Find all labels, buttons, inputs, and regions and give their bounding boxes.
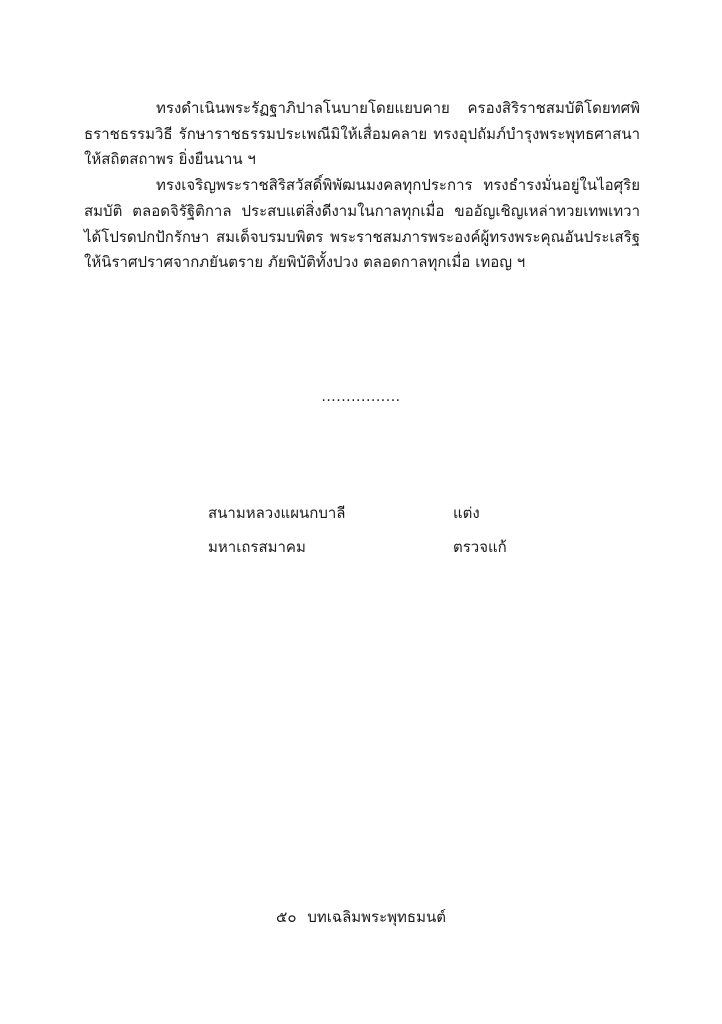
credit-row — [208, 530, 568, 564]
paragraph: ทรงเจริญพระราชสิริสวัสดิ์พิพัฒนมงคลทุกประการ ทรงธำรงมั่นอยู่ในไอศุริยสมบัติ ตลอดจิรัฐิติกาล ประสบแต่สิ่งดีงามในกาลทุกเมื่อ ขออัญเชิญเหล่าทวยเทพเทวาได้โปรดปกปักรักษา สมเด็จบรมบพิตร พระราชสมภารพระองค์ผู้ทรงพระคุณอันประเสริฐ ให้นิราศปราศจากภยันตราย ภัยพิบัติทั้งปวง ตลอดกาลทุกเมื่อ เทอญ ฯ — [84, 176, 640, 272]
credit-organization: สนามหลวงแผนกบาลี — [208, 504, 346, 522]
paragraph: ทรงดำเนินพระรัฏฐาภิปาลโนบายโดยแยบคาย ครองสิริราชสมบัติโดยทศพิธราชธรรมวิธี รักษาราชธรรมประเพณีมิให้เสื่อมคลาย ทรงอุปถัมภ์บำรุงพระพุทธศาสนาให้สถิตสถาพร ยิ่งยืนนาน ฯ — [84, 99, 640, 169]
credit-role: ตรวจแก้ — [453, 538, 507, 556]
section-separator: ................ — [321, 389, 401, 405]
page-number: ๕๐ — [276, 908, 297, 926]
credit-organization: มหาเถรสมาคม — [208, 538, 306, 556]
body-text — [84, 96, 640, 276]
credit-row — [208, 496, 568, 530]
page-footer — [0, 905, 722, 929]
book-title: บทเฉลิมพระพุทธมนต์ — [307, 908, 446, 926]
credit-role: แต่ง — [453, 504, 480, 522]
credits-block — [208, 496, 568, 564]
